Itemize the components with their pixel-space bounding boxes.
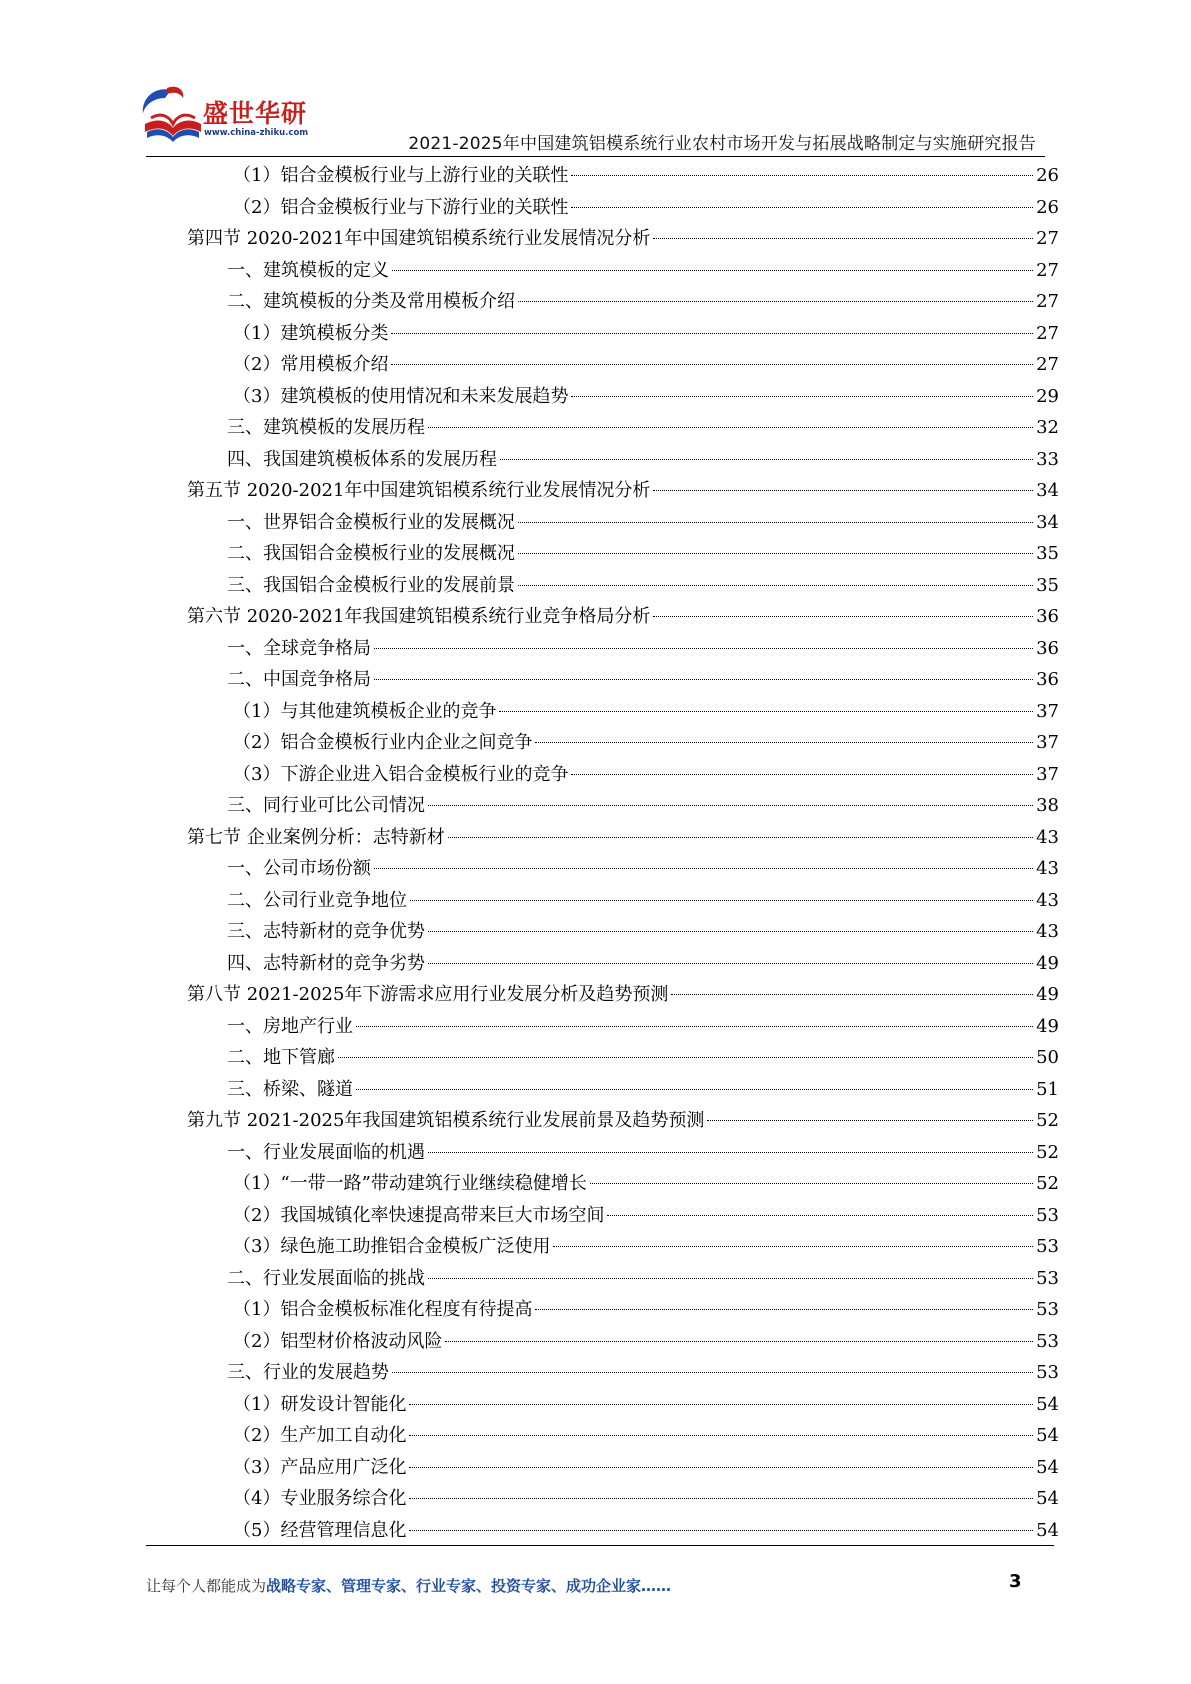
toc-dot-leader [428, 805, 1033, 806]
toc-dot-leader [445, 1341, 1033, 1342]
toc-entry-label: 第六节 2020-2021年我国建筑铝模系统行业竞争格局分析 [187, 606, 651, 627]
toc-entry[interactable] [187, 790, 1059, 822]
toc-dot-leader [571, 207, 1033, 208]
toc-entry-label: 第四节 2020-2021年中国建筑铝模系统行业发展情况分析 [187, 228, 651, 249]
toc-entry-label: 第七节 企业案例分析：志特新材 [187, 826, 445, 848]
toc-entry-page: 52 [1036, 1110, 1059, 1131]
toc-dot-leader [571, 774, 1033, 775]
footer-slogan-prefix: 让每个人都能成为 [146, 1577, 267, 1595]
toc-dot-leader [653, 238, 1033, 239]
toc-dot-leader [448, 837, 1033, 838]
toc-entry[interactable] [187, 727, 1059, 759]
toc-entry[interactable] [187, 381, 1059, 413]
table-of-contents [187, 160, 1059, 1546]
toc-entry[interactable] [187, 1420, 1059, 1452]
toc-entry-page: 53 [1036, 1299, 1059, 1320]
toc-dot-leader [707, 1120, 1033, 1121]
footer-slogan-emphasis: 战略专家、管理专家、行业专家、投资专家、成功企业家…… [266, 1577, 672, 1595]
company-logo [137, 84, 312, 148]
toc-entry-page: 53 [1036, 1267, 1059, 1289]
toc-entry-page: 43 [1036, 826, 1059, 848]
toc-entry-label: （3）产品应用广泛化 [233, 1456, 407, 1478]
toc-dot-leader [428, 1278, 1033, 1279]
toc-entry-page: 34 [1036, 480, 1059, 501]
toc-entry-label: 一、行业发展面临的机遇 [227, 1141, 425, 1163]
footer-slogan [146, 1575, 671, 1596]
toc-entry[interactable] [187, 1294, 1059, 1326]
toc-entry[interactable] [187, 696, 1059, 728]
toc-entry[interactable] [187, 1231, 1059, 1263]
toc-entry-label: 一、房地产行业 [227, 1015, 353, 1037]
toc-entry-page: 37 [1036, 763, 1059, 785]
toc-dot-leader [518, 553, 1033, 554]
toc-entry-label: （1）铝合金模板标准化程度有待提高 [233, 1299, 533, 1320]
toc-dot-leader [374, 868, 1033, 869]
toc-entry[interactable] [187, 444, 1059, 476]
toc-entry[interactable] [187, 1137, 1059, 1169]
toc-entry-page: 49 [1036, 1015, 1059, 1037]
toc-entry[interactable] [187, 1263, 1059, 1295]
toc-entry-label: 四、志特新材的竞争劣势 [227, 952, 425, 974]
toc-dot-leader [590, 1183, 1033, 1184]
toc-entry-page: 43 [1036, 858, 1059, 879]
toc-dot-leader [409, 1498, 1033, 1499]
toc-entry[interactable] [187, 822, 1059, 854]
toc-entry[interactable] [187, 979, 1059, 1011]
logo-book-icon [137, 84, 207, 146]
toc-entry-page: 50 [1036, 1047, 1059, 1068]
toc-dot-leader [571, 396, 1033, 397]
toc-entry[interactable] [187, 570, 1059, 602]
toc-entry-label: （1）“一带一路”带动建筑行业继续稳健增长 [233, 1173, 587, 1194]
logo-url: www.china-zhiku.com [204, 128, 309, 138]
toc-entry[interactable] [187, 255, 1059, 287]
toc-entry[interactable] [187, 507, 1059, 539]
toc-entry[interactable] [187, 601, 1059, 633]
page-number: 3 [1009, 1571, 1022, 1592]
toc-entry-label: （2）我国城镇化率快速提高带来巨大市场空间 [233, 1204, 605, 1226]
toc-entry[interactable] [187, 1168, 1059, 1200]
toc-entry[interactable] [187, 1326, 1059, 1358]
toc-entry[interactable] [187, 1452, 1059, 1484]
toc-entry-label: 二、我国铝合金模板行业的发展概况 [227, 543, 515, 564]
toc-entry-label: 三、桥梁、隧道 [227, 1078, 353, 1100]
toc-dot-leader [653, 616, 1033, 617]
toc-entry[interactable] [187, 664, 1059, 696]
toc-entry-page: 53 [1036, 1204, 1059, 1226]
toc-entry-label: （2）常用模板介绍 [233, 354, 389, 375]
toc-dot-leader [392, 1372, 1033, 1373]
toc-entry[interactable] [187, 1011, 1059, 1043]
toc-entry-label: （2）铝型材价格波动风险 [233, 1330, 443, 1352]
toc-dot-leader [338, 1057, 1033, 1058]
toc-dot-leader [535, 1309, 1033, 1310]
toc-dot-leader [518, 585, 1033, 586]
toc-entry-page: 49 [1036, 984, 1059, 1005]
toc-entry[interactable] [187, 160, 1059, 192]
toc-entry[interactable] [187, 1074, 1059, 1106]
toc-entry-page: 26 [1036, 165, 1059, 186]
toc-entry-label: 二、中国竞争格局 [227, 669, 371, 690]
toc-entry-label: 二、行业发展面临的挑战 [227, 1267, 425, 1289]
toc-entry-page: 53 [1036, 1330, 1059, 1352]
toc-dot-leader [500, 459, 1033, 460]
logo-name: 盛世华研 [203, 99, 308, 128]
toc-dot-leader [391, 364, 1033, 365]
toc-dot-leader [392, 270, 1033, 271]
toc-entry-label: （4）专业服务综合化 [233, 1488, 407, 1509]
toc-dot-leader [410, 900, 1033, 901]
toc-entry-page: 36 [1036, 606, 1059, 627]
toc-entry[interactable] [187, 916, 1059, 948]
toc-entry-label: 第八节 2021-2025年下游需求应用行业发展分析及趋势预测 [187, 984, 669, 1005]
toc-dot-leader [499, 711, 1033, 712]
toc-dot-leader [571, 175, 1033, 176]
toc-entry[interactable] [187, 1200, 1059, 1232]
toc-entry-page: 53 [1036, 1236, 1059, 1257]
toc-entry-page: 27 [1036, 228, 1059, 249]
toc-dot-leader [428, 1152, 1033, 1153]
toc-entry-label: （3）下游企业进入铝合金模板行业的竞争 [233, 763, 569, 785]
report-title: 2021-2025年中国建筑铝模系统行业农村市场开发与拓展战略制定与实施研究报告 [408, 134, 1036, 154]
toc-entry-page: 54 [1036, 1456, 1059, 1478]
toc-entry-label: 一、公司市场份额 [227, 858, 371, 879]
toc-entry-page: 52 [1036, 1173, 1059, 1194]
toc-entry[interactable] [187, 1357, 1059, 1389]
toc-dot-leader [356, 1026, 1033, 1027]
toc-entry-label: 四、我国建筑模板体系的发展历程 [227, 448, 497, 470]
toc-entry-page: 35 [1036, 543, 1059, 564]
toc-entry-page: 49 [1036, 952, 1059, 974]
toc-entry[interactable] [187, 633, 1059, 665]
toc-entry-label: （2）生产加工自动化 [233, 1425, 407, 1446]
toc-dot-leader [518, 301, 1033, 302]
toc-entry-page: 32 [1036, 417, 1059, 438]
toc-dot-leader [553, 1246, 1033, 1247]
toc-entry-label: （3）绿色施工助推铝合金模板广泛使用 [233, 1236, 551, 1257]
toc-entry[interactable] [187, 948, 1059, 980]
toc-dot-leader [607, 1215, 1033, 1216]
toc-entry-page: 54 [1036, 1488, 1059, 1509]
toc-dot-leader [409, 1467, 1033, 1468]
header-divider [146, 156, 1045, 157]
toc-entry-page: 29 [1036, 385, 1059, 407]
toc-dot-leader [356, 1089, 1033, 1090]
toc-dot-leader [409, 1530, 1033, 1531]
toc-entry[interactable] [187, 318, 1059, 350]
toc-entry-label: 三、建筑模板的发展历程 [227, 417, 425, 438]
toc-dot-leader [518, 522, 1033, 523]
toc-entry[interactable] [187, 223, 1059, 255]
toc-entry-page: 37 [1036, 700, 1059, 722]
toc-entry-page: 36 [1036, 637, 1059, 659]
toc-entry-label: （3）建筑模板的使用情况和未来发展趋势 [233, 385, 569, 407]
toc-entry-page: 38 [1036, 795, 1059, 816]
toc-dot-leader [653, 490, 1033, 491]
toc-entry[interactable] [187, 412, 1059, 444]
toc-entry-page: 54 [1036, 1519, 1059, 1541]
toc-entry[interactable] [187, 1483, 1059, 1515]
toc-entry-label: （5）经营管理信息化 [233, 1519, 407, 1541]
toc-dot-leader [391, 333, 1033, 334]
toc-entry-label: （1）与其他建筑模板企业的竞争 [233, 700, 497, 722]
toc-entry-page: 54 [1036, 1393, 1059, 1415]
toc-entry-label: 三、同行业可比公司情况 [227, 795, 425, 816]
toc-dot-leader [428, 963, 1033, 964]
toc-entry-label: 三、我国铝合金模板行业的发展前景 [227, 574, 515, 596]
toc-entry-page: 54 [1036, 1425, 1059, 1446]
toc-entry-page: 43 [1036, 921, 1059, 942]
toc-entry[interactable] [187, 885, 1059, 917]
toc-entry[interactable] [187, 286, 1059, 318]
toc-entry-label: 二、地下管廊 [227, 1047, 335, 1068]
toc-entry-page: 35 [1036, 574, 1059, 596]
toc-entry-label: 三、行业的发展趋势 [227, 1362, 389, 1383]
toc-entry-page: 33 [1036, 448, 1059, 470]
toc-entry-label: （1）铝合金模板行业与上游行业的关联性 [233, 165, 569, 186]
toc-entry[interactable] [187, 1105, 1059, 1137]
toc-entry[interactable] [187, 349, 1059, 381]
toc-entry-page: 51 [1036, 1078, 1059, 1100]
toc-entry-page: 27 [1036, 291, 1059, 312]
toc-entry[interactable] [187, 853, 1059, 885]
page-header [0, 0, 1191, 160]
toc-entry-page: 27 [1036, 354, 1059, 375]
footer-divider [146, 1545, 1054, 1546]
toc-entry-page: 36 [1036, 669, 1059, 690]
toc-entry-label: 三、志特新材的竞争优势 [227, 921, 425, 942]
toc-dot-leader [428, 427, 1033, 428]
toc-entry-label: （2）铝合金模板行业与下游行业的关联性 [233, 196, 569, 218]
toc-entry-page: 27 [1036, 259, 1059, 281]
toc-entry[interactable] [187, 1042, 1059, 1074]
toc-dot-leader [671, 994, 1033, 995]
toc-entry-label: （1）建筑模板分类 [233, 322, 389, 344]
toc-dot-leader [409, 1435, 1033, 1436]
toc-entry-label: 二、公司行业竞争地位 [227, 889, 407, 911]
toc-entry-label: （2）铝合金模板行业内企业之间竞争 [233, 732, 533, 753]
toc-entry-label: （1）研发设计智能化 [233, 1393, 407, 1415]
toc-entry-label: 一、世界铝合金模板行业的发展概况 [227, 511, 515, 533]
toc-entry-page: 52 [1036, 1141, 1059, 1163]
toc-dot-leader [374, 648, 1033, 649]
toc-dot-leader [374, 679, 1033, 680]
toc-entry[interactable] [187, 1515, 1059, 1547]
toc-entry-label: 二、建筑模板的分类及常用模板介绍 [227, 291, 515, 312]
toc-entry-page: 34 [1036, 511, 1059, 533]
toc-entry[interactable] [187, 1389, 1059, 1421]
toc-entry-label: 第九节 2021-2025年我国建筑铝模系统行业发展前景及趋势预测 [187, 1110, 705, 1131]
toc-dot-leader [428, 931, 1033, 932]
toc-entry[interactable] [187, 192, 1059, 224]
toc-entry[interactable] [187, 759, 1059, 791]
toc-entry-label: 一、全球竞争格局 [227, 637, 371, 659]
toc-entry-page: 37 [1036, 732, 1059, 753]
toc-dot-leader [409, 1404, 1033, 1405]
toc-entry[interactable] [187, 475, 1059, 507]
toc-entry-page: 53 [1036, 1362, 1059, 1383]
toc-entry-label: 第五节 2020-2021年中国建筑铝模系统行业发展情况分析 [187, 480, 651, 501]
toc-entry-page: 43 [1036, 889, 1059, 911]
toc-entry-label: 一、建筑模板的定义 [227, 259, 389, 281]
toc-entry-page: 27 [1036, 322, 1059, 344]
toc-dot-leader [535, 742, 1033, 743]
toc-entry[interactable] [187, 538, 1059, 570]
toc-entry-page: 26 [1036, 196, 1059, 218]
